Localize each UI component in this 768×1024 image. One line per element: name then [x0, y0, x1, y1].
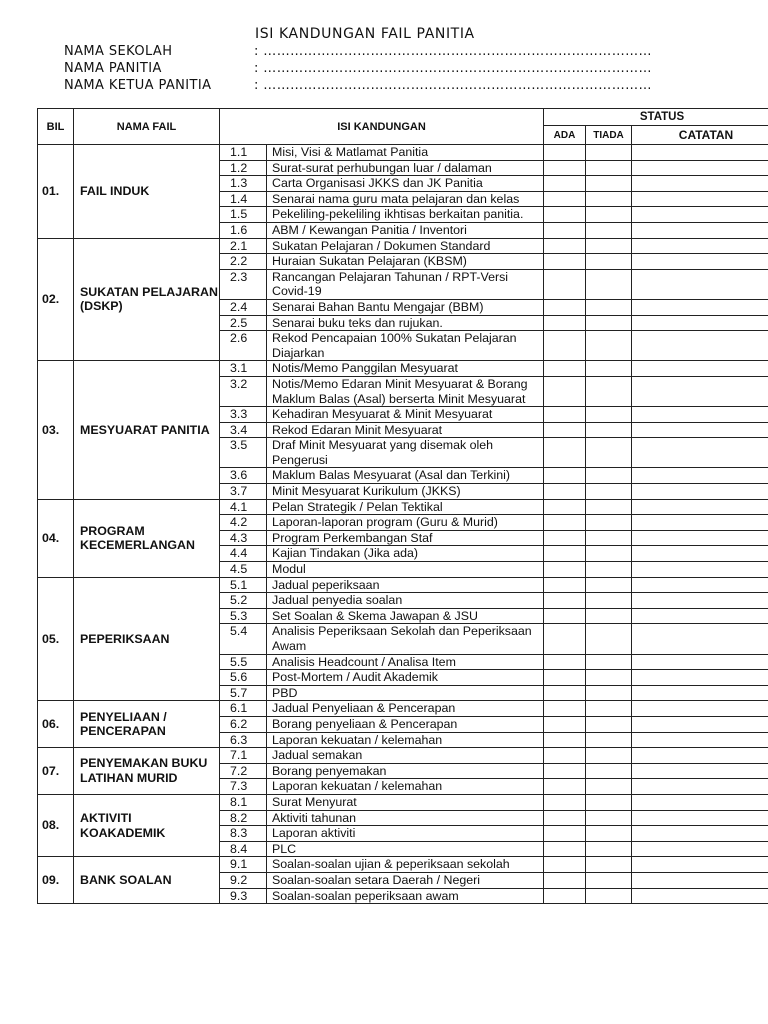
item-number: 5.6 — [220, 670, 267, 686]
status-ada-cell[interactable] — [544, 593, 586, 609]
header-tiada: TIADA — [586, 126, 632, 145]
item-text: Senarai Bahan Bantu Mengajar (BBM) — [267, 299, 544, 315]
catatan-cell[interactable] — [632, 701, 768, 717]
section-number: 01. — [38, 145, 74, 239]
catatan-cell[interactable] — [632, 685, 768, 701]
item-number: 5.5 — [220, 654, 267, 670]
table-row — [38, 794, 768, 810]
table-row — [38, 577, 768, 593]
item-text: Sukatan Pelajaran / Dokumen Standard — [267, 238, 544, 254]
status-tiada-cell[interactable] — [586, 299, 632, 315]
section-name: SUKATAN PELAJARAN (DSKP) — [74, 238, 220, 361]
item-number: 1.1 — [220, 145, 267, 161]
section-number: 09. — [38, 857, 74, 904]
catatan-cell[interactable] — [632, 608, 768, 624]
status-tiada-cell[interactable] — [586, 484, 632, 500]
item-text: Borang penyemakan — [267, 763, 544, 779]
catatan-cell[interactable] — [632, 331, 768, 361]
catatan-cell[interactable] — [632, 624, 768, 654]
status-ada-cell[interactable] — [544, 238, 586, 254]
item-number: 3.7 — [220, 484, 267, 500]
item-number: 5.4 — [220, 624, 267, 654]
section-name: FAIL INDUK — [74, 145, 220, 239]
status-ada-cell[interactable] — [544, 872, 586, 888]
status-tiada-cell[interactable] — [586, 499, 632, 515]
item-number: 9.3 — [220, 888, 267, 904]
catatan-cell[interactable] — [632, 407, 768, 423]
catatan-cell[interactable] — [632, 422, 768, 438]
item-text: Post-Mortem / Audit Akademik — [267, 670, 544, 686]
status-ada-cell[interactable] — [544, 254, 586, 270]
status-tiada-cell[interactable] — [586, 841, 632, 857]
item-number: 4.5 — [220, 562, 267, 578]
item-number: 3.3 — [220, 407, 267, 423]
catatan-cell[interactable] — [632, 670, 768, 686]
item-text: Notis/Memo Edaran Minit Mesyuarat & Borang Maklum Balas (Asal) berserta Minit Mesyuarat — [267, 376, 544, 406]
item-text: Soalan-soalan peperiksaan awam — [267, 888, 544, 904]
status-tiada-cell[interactable] — [586, 857, 632, 873]
catatan-cell[interactable] — [632, 299, 768, 315]
section-name: PENYELIAAN / PENCERAPAN — [74, 701, 220, 748]
status-tiada-cell[interactable] — [586, 515, 632, 531]
catatan-cell[interactable] — [632, 888, 768, 904]
table-row — [38, 748, 768, 764]
section-number: 03. — [38, 361, 74, 499]
item-text: Maklum Balas Mesyuarat (Asal dan Terkini) — [267, 468, 544, 484]
catatan-cell[interactable] — [632, 145, 768, 161]
item-number: 7.2 — [220, 763, 267, 779]
section-number: 05. — [38, 577, 74, 701]
section-number: 02. — [38, 238, 74, 361]
item-text: Pekeliling-pekeliling ikhtisas berkaitan panitia. — [267, 207, 544, 223]
item-text: ABM / Kewangan Panitia / Inventori — [267, 222, 544, 238]
catatan-cell[interactable] — [632, 315, 768, 331]
item-text: PLC — [267, 841, 544, 857]
item-number: 3.5 — [220, 438, 267, 468]
catatan-cell[interactable] — [632, 732, 768, 748]
item-text: Senarai buku teks dan rujukan. — [267, 315, 544, 331]
status-tiada-cell[interactable] — [586, 794, 632, 810]
status-tiada-cell[interactable] — [586, 763, 632, 779]
item-text: Rekod Pencapaian 100% Sukatan Pelajaran Diajarkan — [267, 331, 544, 361]
item-text: Modul — [267, 562, 544, 578]
header-nama-fail: NAMA FAIL — [74, 109, 220, 145]
item-number: 2.4 — [220, 299, 267, 315]
status-ada-cell[interactable] — [544, 484, 586, 500]
status-tiada-cell[interactable] — [586, 438, 632, 468]
status-tiada-cell[interactable] — [586, 546, 632, 562]
catatan-cell[interactable] — [632, 499, 768, 515]
status-ada-cell[interactable] — [544, 160, 586, 176]
status-tiada-cell[interactable] — [586, 361, 632, 377]
status-ada-cell[interactable] — [544, 376, 586, 406]
item-text: Huraian Sukatan Pelajaran (KBSM) — [267, 254, 544, 270]
status-tiada-cell[interactable] — [586, 530, 632, 546]
status-ada-cell[interactable] — [544, 222, 586, 238]
item-number: 4.2 — [220, 515, 267, 531]
field-nama-ketua-panitia — [64, 78, 652, 93]
header-status: STATUS — [544, 109, 768, 126]
catatan-cell[interactable] — [632, 748, 768, 764]
item-text: PBD — [267, 685, 544, 701]
status-ada-cell[interactable] — [544, 763, 586, 779]
status-tiada-cell[interactable] — [586, 238, 632, 254]
item-number: 8.3 — [220, 826, 267, 842]
status-tiada-cell[interactable] — [586, 670, 632, 686]
item-number: 2.2 — [220, 254, 267, 270]
item-text: Laporan kekuatan / kelemahan — [267, 732, 544, 748]
item-number: 3.2 — [220, 376, 267, 406]
item-number: 5.7 — [220, 685, 267, 701]
status-ada-cell[interactable] — [544, 701, 586, 717]
item-number: 1.5 — [220, 207, 267, 223]
status-tiada-cell[interactable] — [586, 160, 632, 176]
item-number: 4.1 — [220, 499, 267, 515]
item-number: 6.3 — [220, 732, 267, 748]
item-text: Kehadiran Mesyuarat & Minit Mesyuarat — [267, 407, 544, 423]
item-text: Notis/Memo Panggilan Mesyuarat — [267, 361, 544, 377]
catatan-cell[interactable] — [632, 841, 768, 857]
field-label: NAMA SEKOLAH — [64, 44, 173, 59]
status-ada-cell[interactable] — [544, 361, 586, 377]
status-tiada-cell[interactable] — [586, 191, 632, 207]
section-name: AKTIVITI KOAKADEMIK — [74, 794, 220, 856]
status-ada-cell[interactable] — [544, 670, 586, 686]
status-ada-cell[interactable] — [544, 748, 586, 764]
status-tiada-cell[interactable] — [586, 748, 632, 764]
item-text: Laporan-laporan program (Guru & Murid) — [267, 515, 544, 531]
catatan-cell[interactable] — [632, 716, 768, 732]
catatan-cell[interactable] — [632, 160, 768, 176]
status-ada-cell[interactable] — [544, 176, 586, 192]
item-number: 3.1 — [220, 361, 267, 377]
table-row — [38, 145, 768, 161]
item-text: Laporan kekuatan / kelemahan — [267, 779, 544, 795]
catatan-cell[interactable] — [632, 779, 768, 795]
status-ada-cell[interactable] — [544, 888, 586, 904]
field-value: : …………………………………………………………………………… — [254, 78, 652, 93]
item-text: Minit Mesyuarat Kurikulum (JKKS) — [267, 484, 544, 500]
status-tiada-cell[interactable] — [586, 407, 632, 423]
section-name: PEPERIKSAAN — [74, 577, 220, 701]
catatan-cell[interactable] — [632, 207, 768, 223]
catatan-cell[interactable] — [632, 269, 768, 299]
header-catatan: CATATAN — [632, 126, 768, 145]
section-name: BANK SOALAN — [74, 857, 220, 904]
status-ada-cell[interactable] — [544, 468, 586, 484]
field-value: : …………………………………………………………………………… — [254, 61, 652, 76]
section-name: PROGRAM KECEMERLANGAN — [74, 499, 220, 577]
status-tiada-cell[interactable] — [586, 608, 632, 624]
status-ada-cell[interactable] — [544, 654, 586, 670]
item-number: 3.6 — [220, 468, 267, 484]
catatan-cell[interactable] — [632, 857, 768, 873]
catatan-cell[interactable] — [632, 376, 768, 406]
item-text: Rancangan Pelajaran Tahunan / RPT-Versi Covid-19 — [267, 269, 544, 299]
item-number: 2.5 — [220, 315, 267, 331]
status-ada-cell[interactable] — [544, 515, 586, 531]
section-name: PENYEMAKAN BUKU LATIHAN MURID — [74, 748, 220, 795]
status-tiada-cell[interactable] — [586, 810, 632, 826]
status-tiada-cell[interactable] — [586, 376, 632, 406]
item-number: 3.4 — [220, 422, 267, 438]
item-text: Kajian Tindakan (Jika ada) — [267, 546, 544, 562]
catatan-cell[interactable] — [632, 438, 768, 468]
status-tiada-cell[interactable] — [586, 826, 632, 842]
status-ada-cell[interactable] — [544, 794, 586, 810]
status-tiada-cell[interactable] — [586, 207, 632, 223]
item-number: 9.1 — [220, 857, 267, 873]
item-number: 7.1 — [220, 748, 267, 764]
item-text: Carta Organisasi JKKS dan JK Panitia — [267, 176, 544, 192]
item-text: Jadual semakan — [267, 748, 544, 764]
status-tiada-cell[interactable] — [586, 593, 632, 609]
status-ada-cell[interactable] — [544, 299, 586, 315]
status-ada-cell[interactable] — [544, 530, 586, 546]
status-tiada-cell[interactable] — [586, 624, 632, 654]
status-ada-cell[interactable] — [544, 499, 586, 515]
table-row — [38, 499, 768, 515]
status-tiada-cell[interactable] — [586, 685, 632, 701]
item-text: Jadual Penyeliaan & Pencerapan — [267, 701, 544, 717]
document-title: ISI KANDUNGAN FAIL PANITIA — [255, 26, 475, 42]
status-ada-cell[interactable] — [544, 407, 586, 423]
field-value: : …………………………………………………………………………… — [254, 44, 652, 59]
section-number: 04. — [38, 499, 74, 577]
catatan-cell[interactable] — [632, 254, 768, 270]
item-number: 8.1 — [220, 794, 267, 810]
item-text: Surat Menyurat — [267, 794, 544, 810]
item-text: Jadual peperiksaan — [267, 577, 544, 593]
item-number: 4.3 — [220, 530, 267, 546]
catatan-cell[interactable] — [632, 810, 768, 826]
status-tiada-cell[interactable] — [586, 331, 632, 361]
field-label: NAMA PANITIA — [64, 61, 162, 76]
status-tiada-cell[interactable] — [586, 654, 632, 670]
status-ada-cell[interactable] — [544, 716, 586, 732]
status-tiada-cell[interactable] — [586, 701, 632, 717]
catatan-cell[interactable] — [632, 593, 768, 609]
status-tiada-cell[interactable] — [586, 269, 632, 299]
status-ada-cell[interactable] — [544, 422, 586, 438]
catatan-cell[interactable] — [632, 763, 768, 779]
field-label: NAMA KETUA PANITIA — [64, 78, 212, 93]
item-text: Senarai nama guru mata pelajaran dan kelas — [267, 191, 544, 207]
status-tiada-cell[interactable] — [586, 888, 632, 904]
status-ada-cell[interactable] — [544, 546, 586, 562]
item-text: Rekod Edaran Minit Mesyuarat — [267, 422, 544, 438]
item-number: 6.1 — [220, 701, 267, 717]
item-text: Pelan Strategik / Pelan Tektikal — [267, 499, 544, 515]
status-ada-cell[interactable] — [544, 841, 586, 857]
catatan-cell[interactable] — [632, 484, 768, 500]
contents-table — [37, 108, 768, 904]
status-tiada-cell[interactable] — [586, 468, 632, 484]
status-tiada-cell[interactable] — [586, 222, 632, 238]
catatan-cell[interactable] — [632, 546, 768, 562]
catatan-cell[interactable] — [632, 238, 768, 254]
status-ada-cell[interactable] — [544, 857, 586, 873]
item-number: 5.2 — [220, 593, 267, 609]
status-ada-cell[interactable] — [544, 145, 586, 161]
status-tiada-cell[interactable] — [586, 562, 632, 578]
status-ada-cell[interactable] — [544, 732, 586, 748]
item-number: 4.4 — [220, 546, 267, 562]
table-body — [38, 145, 768, 904]
catatan-cell[interactable] — [632, 361, 768, 377]
item-text: Surat-surat perhubungan luar / dalaman — [267, 160, 544, 176]
item-text: Analisis Peperiksaan Sekolah dan Peperiksaan Awam — [267, 624, 544, 654]
status-tiada-cell[interactable] — [586, 254, 632, 270]
field-nama-sekolah — [64, 44, 652, 59]
catatan-cell[interactable] — [632, 654, 768, 670]
status-ada-cell[interactable] — [544, 685, 586, 701]
item-text: Draf Minit Mesyuarat yang disemak oleh Pengerusi — [267, 438, 544, 468]
status-tiada-cell[interactable] — [586, 779, 632, 795]
status-ada-cell[interactable] — [544, 826, 586, 842]
catatan-cell[interactable] — [632, 515, 768, 531]
catatan-cell[interactable] — [632, 222, 768, 238]
item-number: 1.3 — [220, 176, 267, 192]
item-text: Soalan-soalan setara Daerah / Negeri — [267, 872, 544, 888]
item-number: 2.1 — [220, 238, 267, 254]
item-text: Program Perkembangan Staf — [267, 530, 544, 546]
status-tiada-cell[interactable] — [586, 422, 632, 438]
section-number: 06. — [38, 701, 74, 748]
status-tiada-cell[interactable] — [586, 145, 632, 161]
item-number: 1.6 — [220, 222, 267, 238]
catatan-cell[interactable] — [632, 191, 768, 207]
status-ada-cell[interactable] — [544, 207, 586, 223]
status-ada-cell[interactable] — [544, 438, 586, 468]
item-number: 8.4 — [220, 841, 267, 857]
status-ada-cell[interactable] — [544, 577, 586, 593]
status-tiada-cell[interactable] — [586, 176, 632, 192]
item-number: 9.2 — [220, 872, 267, 888]
catatan-cell[interactable] — [632, 530, 768, 546]
status-ada-cell[interactable] — [544, 315, 586, 331]
header-bil: BIL — [38, 109, 74, 145]
status-ada-cell[interactable] — [544, 269, 586, 299]
item-text: Misi, Visi & Matlamat Panitia — [267, 145, 544, 161]
header-isi-kandungan: ISI KANDUNGAN — [220, 109, 544, 145]
item-number: 2.3 — [220, 269, 267, 299]
item-number: 6.2 — [220, 716, 267, 732]
catatan-cell[interactable] — [632, 872, 768, 888]
status-ada-cell[interactable] — [544, 810, 586, 826]
item-text: Set Soalan & Skema Jawapan & JSU — [267, 608, 544, 624]
section-name: MESYUARAT PANITIA — [74, 361, 220, 499]
status-tiada-cell[interactable] — [586, 872, 632, 888]
catatan-cell[interactable] — [632, 562, 768, 578]
section-number: 08. — [38, 794, 74, 856]
status-ada-cell[interactable] — [544, 779, 586, 795]
status-ada-cell[interactable] — [544, 331, 586, 361]
status-tiada-cell[interactable] — [586, 577, 632, 593]
status-tiada-cell[interactable] — [586, 315, 632, 331]
item-number: 7.3 — [220, 779, 267, 795]
item-text: Laporan aktiviti — [267, 826, 544, 842]
item-text: Soalan-soalan ujian & peperiksaan sekolah — [267, 857, 544, 873]
catatan-cell[interactable] — [632, 468, 768, 484]
item-number: 5.1 — [220, 577, 267, 593]
table-row — [38, 238, 768, 254]
status-tiada-cell[interactable] — [586, 716, 632, 732]
item-text: Aktiviti tahunan — [267, 810, 544, 826]
status-ada-cell[interactable] — [544, 191, 586, 207]
catatan-cell[interactable] — [632, 176, 768, 192]
item-text: Borang penyeliaan & Pencerapan — [267, 716, 544, 732]
status-tiada-cell[interactable] — [586, 732, 632, 748]
field-nama-panitia — [64, 61, 652, 76]
item-number: 1.2 — [220, 160, 267, 176]
item-number: 5.3 — [220, 608, 267, 624]
section-number: 07. — [38, 748, 74, 795]
status-ada-cell[interactable] — [544, 562, 586, 578]
catatan-cell[interactable] — [632, 826, 768, 842]
item-number: 8.2 — [220, 810, 267, 826]
catatan-cell[interactable] — [632, 577, 768, 593]
status-ada-cell[interactable] — [544, 608, 586, 624]
table-row — [38, 701, 768, 717]
item-text: Analisis Headcount / Analisa Item — [267, 654, 544, 670]
header-ada: ADA — [544, 126, 586, 145]
table-row — [38, 361, 768, 377]
status-ada-cell[interactable] — [544, 624, 586, 654]
table-row — [38, 857, 768, 873]
catatan-cell[interactable] — [632, 794, 768, 810]
item-text: Jadual penyedia soalan — [267, 593, 544, 609]
item-number: 1.4 — [220, 191, 267, 207]
item-number: 2.6 — [220, 331, 267, 361]
